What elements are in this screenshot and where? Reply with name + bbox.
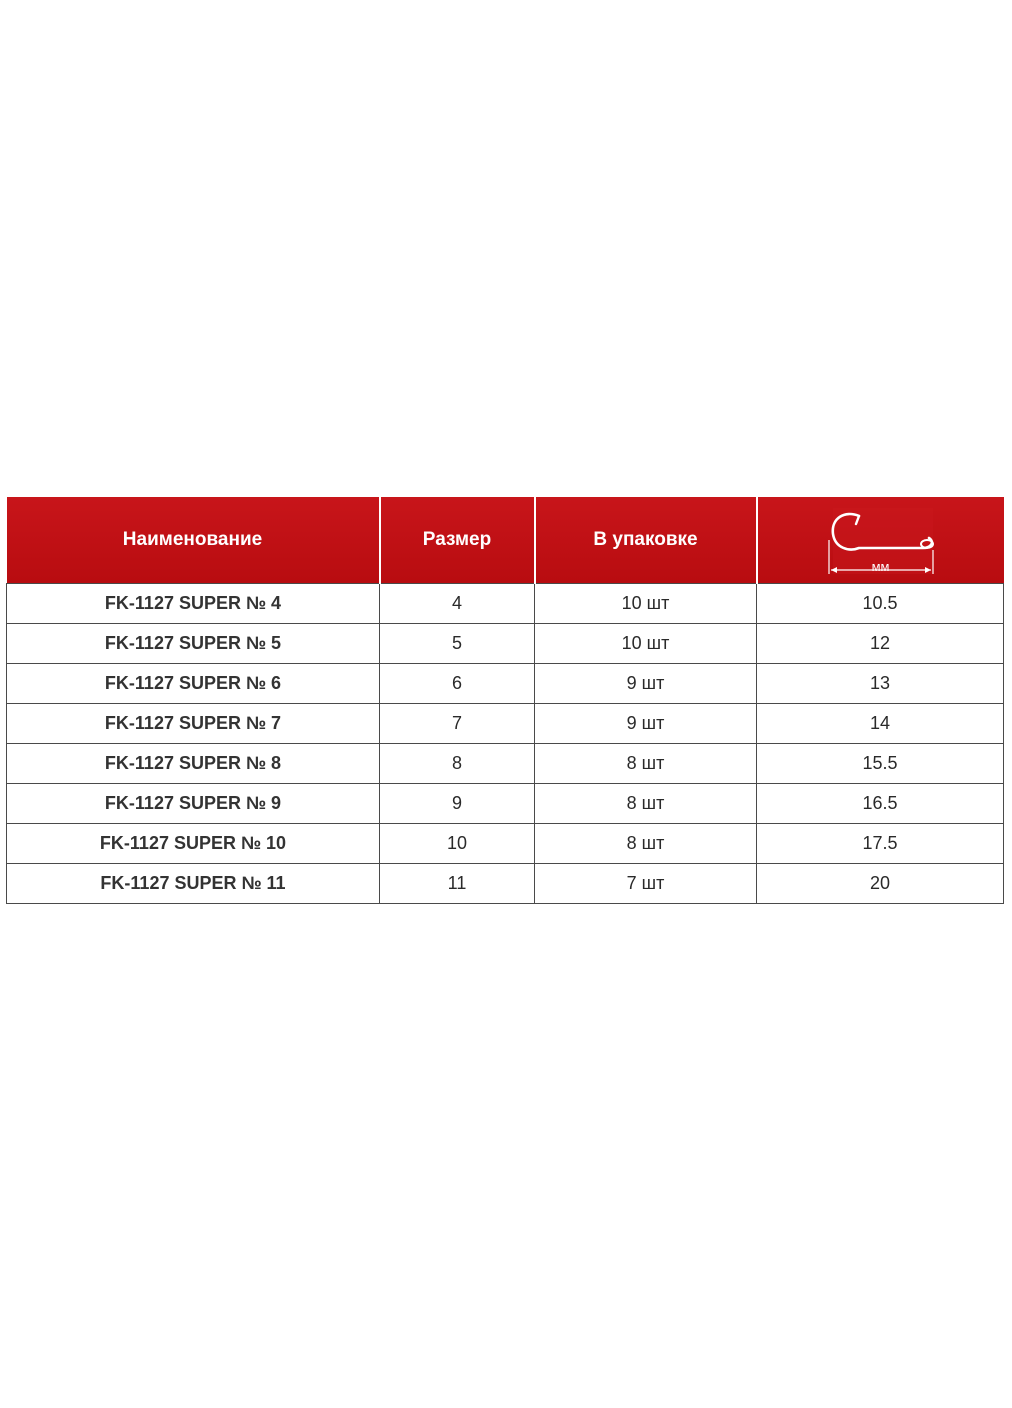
cell-size: 11 — [380, 864, 535, 904]
table-row — [7, 744, 1004, 784]
cell-pack: 9 шт — [535, 664, 757, 704]
table-row — [7, 624, 1004, 664]
cell-length: 12 — [757, 624, 1004, 664]
cell-size: 7 — [380, 704, 535, 744]
cell-name: FK-1127 SUPER № 6 — [7, 664, 380, 704]
cell-length: 14 — [757, 704, 1004, 744]
cell-name: FK-1127 SUPER № 5 — [7, 624, 380, 664]
cell-name: FK-1127 SUPER № 11 — [7, 864, 380, 904]
cell-size: 8 — [380, 744, 535, 784]
cell-name: FK-1127 SUPER № 10 — [7, 824, 380, 864]
cell-size: 6 — [380, 664, 535, 704]
hook-size-table — [6, 497, 1004, 904]
table-row — [7, 664, 1004, 704]
cell-pack: 9 шт — [535, 704, 757, 744]
cell-name: FK-1127 SUPER № 4 — [7, 584, 380, 624]
cell-name: FK-1127 SUPER № 8 — [7, 744, 380, 784]
table-row — [7, 864, 1004, 904]
cell-pack: 8 шт — [535, 824, 757, 864]
cell-pack: 7 шт — [535, 864, 757, 904]
cell-length: 15.5 — [757, 744, 1004, 784]
cell-name: FK-1127 SUPER № 7 — [7, 704, 380, 744]
table-row — [7, 784, 1004, 824]
table-row — [7, 704, 1004, 744]
cell-length: 13 — [757, 664, 1004, 704]
header-name: Наименование — [7, 497, 380, 584]
cell-length: 10.5 — [757, 584, 1004, 624]
cell-length: 16.5 — [757, 784, 1004, 824]
cell-size: 10 — [380, 824, 535, 864]
cell-size: 5 — [380, 624, 535, 664]
cell-name: FK-1127 SUPER № 9 — [7, 784, 380, 824]
cell-length: 17.5 — [757, 824, 1004, 864]
cell-size: 4 — [380, 584, 535, 624]
cell-size: 9 — [380, 784, 535, 824]
cell-pack: 10 шт — [535, 624, 757, 664]
fish-hook-length-icon — [823, 504, 939, 576]
cell-pack: 8 шт — [535, 784, 757, 824]
cell-length: 20 — [757, 864, 1004, 904]
cell-pack: 8 шт — [535, 744, 757, 784]
header-row — [7, 497, 1004, 584]
table-body — [7, 584, 1004, 904]
table-header — [7, 497, 1004, 584]
cell-pack: 10 шт — [535, 584, 757, 624]
table-row — [7, 584, 1004, 624]
header-length — [757, 497, 1004, 584]
length-unit-label: мм — [871, 559, 890, 574]
table-row — [7, 824, 1004, 864]
header-size: Размер — [380, 497, 535, 584]
header-pack: В упаковке — [535, 497, 757, 584]
